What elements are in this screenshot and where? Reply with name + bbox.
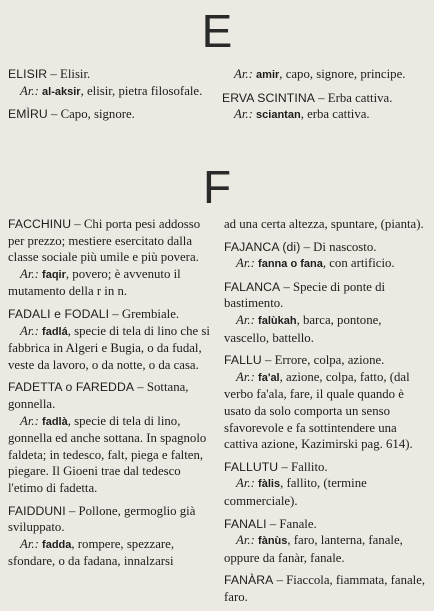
headword: FAJANCA (di) bbox=[224, 239, 301, 254]
arabic-source: al-aksir bbox=[42, 85, 81, 98]
entry-fanali: FANALI – Fanale. Ar.: fànùs, faro, lanterna, fanale, oppure da fanàr, fanale. bbox=[224, 516, 403, 565]
definition: Chi porta pesi addosso per prezzo; mestiere esercitato dalla classe sociale più umile e più povera. bbox=[8, 217, 201, 265]
etymology: , azione, colpa, fatto, (dal verbo fa'ala, fare, il quale quando è usato da solo comporta un senso sfavorevole e fa sottintendere una cattiva azione, Kazimirski pag. 614). bbox=[224, 369, 413, 452]
entry-faidduni: FAIDDUNI – Pollone, germoglio già sviluppato. Ar.: fadda, rompere, spezzare, sfondare, o da fadana, innalzarsi bbox=[8, 503, 196, 569]
etymology: , specie di tela di lino, gonnella ed anche sottana. In spagnolo faldeta; in tedesco, falt, piega e falten, piegare. Il Gioeni trae dal tedesco l'etimo di fadetta. bbox=[8, 413, 207, 495]
entry-fallu: FALLU – Errore, colpa, azione. Ar.: fa'al, azione, colpa, fatto, (dal verbo fa'ala, fare, il quale quando è usato da solo comporta un senso sfavorevole e fa sottintendere una cattiva azione, Kazimirski pag. 614). bbox=[224, 353, 413, 452]
definition: Di nascosto. bbox=[313, 239, 377, 254]
headword: FALLU bbox=[224, 353, 262, 368]
headword: ELISIR bbox=[8, 67, 48, 81]
entry-elisir: ELISIR – Elisir. Ar.: al-aksir, elisir, pietra filosofale. bbox=[8, 67, 203, 98]
arabic-label: Ar.: bbox=[236, 256, 255, 271]
entry-fadali: FADALI e FODALI – Grembiale. Ar.: fadlá, specie di tela di lino che si fabbrica in Algeri e Bugia, o da fudal, veste da lavoro, o da notte, o da casa. bbox=[8, 306, 210, 372]
arabic-label: Ar.: bbox=[20, 413, 39, 428]
definition: Erba cattiva. bbox=[327, 90, 393, 105]
etymology: , capo, signore, principe. bbox=[279, 67, 406, 81]
entry-fadetta: FADETTA o FAREDDA – Sottana, gonnella. Ar.: fadlà, specie di tela di lino, gonnella ed anche sottana. In spagnolo faldeta; in tedesco, falt, piega e falten, piegare. Il Gioeni trae dal tedesco l'etimo di fadetta. bbox=[8, 380, 207, 495]
headword: FADETTA o FAREDDA bbox=[8, 380, 135, 395]
arabic-source: fadlá bbox=[42, 325, 68, 338]
headword: FALANCA bbox=[224, 279, 281, 294]
arabic-label: Ar.: bbox=[236, 312, 255, 327]
entry-emiru-cont bbox=[222, 66, 426, 84]
etymology: , con artificio. bbox=[322, 256, 395, 271]
arabic-label: Ar.: bbox=[20, 266, 39, 281]
continued-text: ad una certa altezza, spuntare, (pianta). bbox=[224, 217, 424, 231]
column-e-right bbox=[222, 66, 426, 130]
headword: FANÀRA bbox=[224, 573, 274, 588]
definition: Elisir. bbox=[60, 67, 91, 81]
entry-fallutu: FALLUTU – Fallito. Ar.: fàlis, fallito, (termine commerciale). bbox=[224, 459, 367, 508]
entry-falanca: FALANCA – Specie di ponte di bastimento. Ar.: falùkah, barca, pontone, vascello, battello. bbox=[224, 279, 386, 345]
arabic-label: Ar.: bbox=[234, 107, 253, 122]
arabic-label: Ar.: bbox=[236, 476, 255, 491]
arabic-source: fadda bbox=[42, 538, 72, 551]
arabic-label: Ar.: bbox=[236, 369, 255, 384]
definition: Pollone, germoglio già sviluppato. bbox=[8, 503, 196, 535]
arabic-source: fa'al bbox=[258, 371, 280, 384]
arabic-label: Ar.: bbox=[20, 536, 39, 551]
entry-facchinu: FACCHINU – Chi porta pesi addosso per prezzo; mestiere esercitato dalla classe sociale più umile e più povera. Ar.: faqir, povero; è avvenuto il mutamento della r in n. bbox=[8, 217, 201, 299]
arabic-source: fàlis bbox=[258, 478, 281, 491]
definition: Grembiale. bbox=[121, 306, 180, 321]
arabic-source: fanna o fana bbox=[258, 258, 323, 271]
etymology: , faro, lanterna, fanale, oppure da fanàr, fanale. bbox=[224, 533, 403, 565]
entry-emiru: EMÌRU – Capo, signore. bbox=[8, 107, 135, 122]
etymology: , fallito, (termine commerciale). bbox=[224, 476, 367, 508]
arabic-label: Ar.: bbox=[236, 533, 255, 548]
headword: ERVA SCINTINA bbox=[222, 90, 315, 105]
etymology: , erba cattiva. bbox=[300, 107, 370, 122]
section-letter-e: E bbox=[201, 5, 233, 57]
headword: EMÌRU bbox=[8, 107, 48, 122]
headword: FANALI bbox=[224, 516, 267, 531]
definition: Sottana, gonnella. bbox=[8, 380, 189, 411]
arabic-source: falùkah bbox=[258, 314, 297, 327]
column-f-left bbox=[8, 216, 216, 576]
etymology: , barca, pontone, vascello, battello. bbox=[224, 312, 382, 345]
definition: Errore, colpa, azione. bbox=[274, 353, 385, 368]
column-f-right bbox=[224, 216, 428, 611]
definition: Specie di ponte di bastimento. bbox=[224, 279, 386, 311]
etymology: , elisir, pietra filosofale. bbox=[80, 83, 203, 98]
arabic-label: Ar.: bbox=[234, 67, 253, 81]
entry-fanara: FANÀRA – Fiaccola, fiammata, fanale, faro. bbox=[224, 573, 426, 604]
etymology: , povero; è avvenuto il mutamento della r in n. bbox=[8, 266, 181, 299]
headword: FADALI e FODALI bbox=[8, 306, 110, 321]
definition: Fallito. bbox=[291, 459, 328, 474]
arabic-source: faqir bbox=[42, 268, 66, 281]
arabic-source: amir bbox=[256, 69, 280, 81]
arabic-source: fànùs bbox=[258, 535, 288, 548]
arabic-label: Ar.: bbox=[20, 83, 39, 98]
definition: Fanale. bbox=[279, 516, 317, 531]
column-e-left bbox=[8, 66, 208, 129]
arabic-source: sciantan bbox=[256, 109, 301, 122]
entry-faidduni-cont bbox=[224, 216, 428, 233]
etymology: , rompere, spezzare, sfondare, o da fadana, innalzarsi bbox=[8, 536, 175, 569]
headword: FALLUTU bbox=[224, 459, 279, 474]
section-letter-f: F bbox=[202, 161, 232, 213]
arabic-label: Ar.: bbox=[20, 323, 39, 338]
headword: FAIDDUNI bbox=[8, 503, 66, 518]
definition: Capo, signore. bbox=[60, 107, 135, 122]
etymology: , specie di tela di lino che si fabbrica in Algeri e Bugia, o da fudal, veste da lavoro, o da notte, o da casa. bbox=[8, 323, 210, 372]
entry-fajanca: FAJANCA (di) – Di nascosto. Ar.: fanna o fana, con artificio. bbox=[224, 239, 395, 271]
definition: Fiaccola, fiammata, fanale, faro. bbox=[224, 573, 426, 604]
arabic-source: fadlà bbox=[42, 415, 68, 428]
entry-erva-scintina: ERVA SCINTINA – Erba cattiva. Ar.: sciantan, erba cattiva. bbox=[222, 90, 393, 122]
headword: FACCHINU bbox=[8, 217, 72, 231]
